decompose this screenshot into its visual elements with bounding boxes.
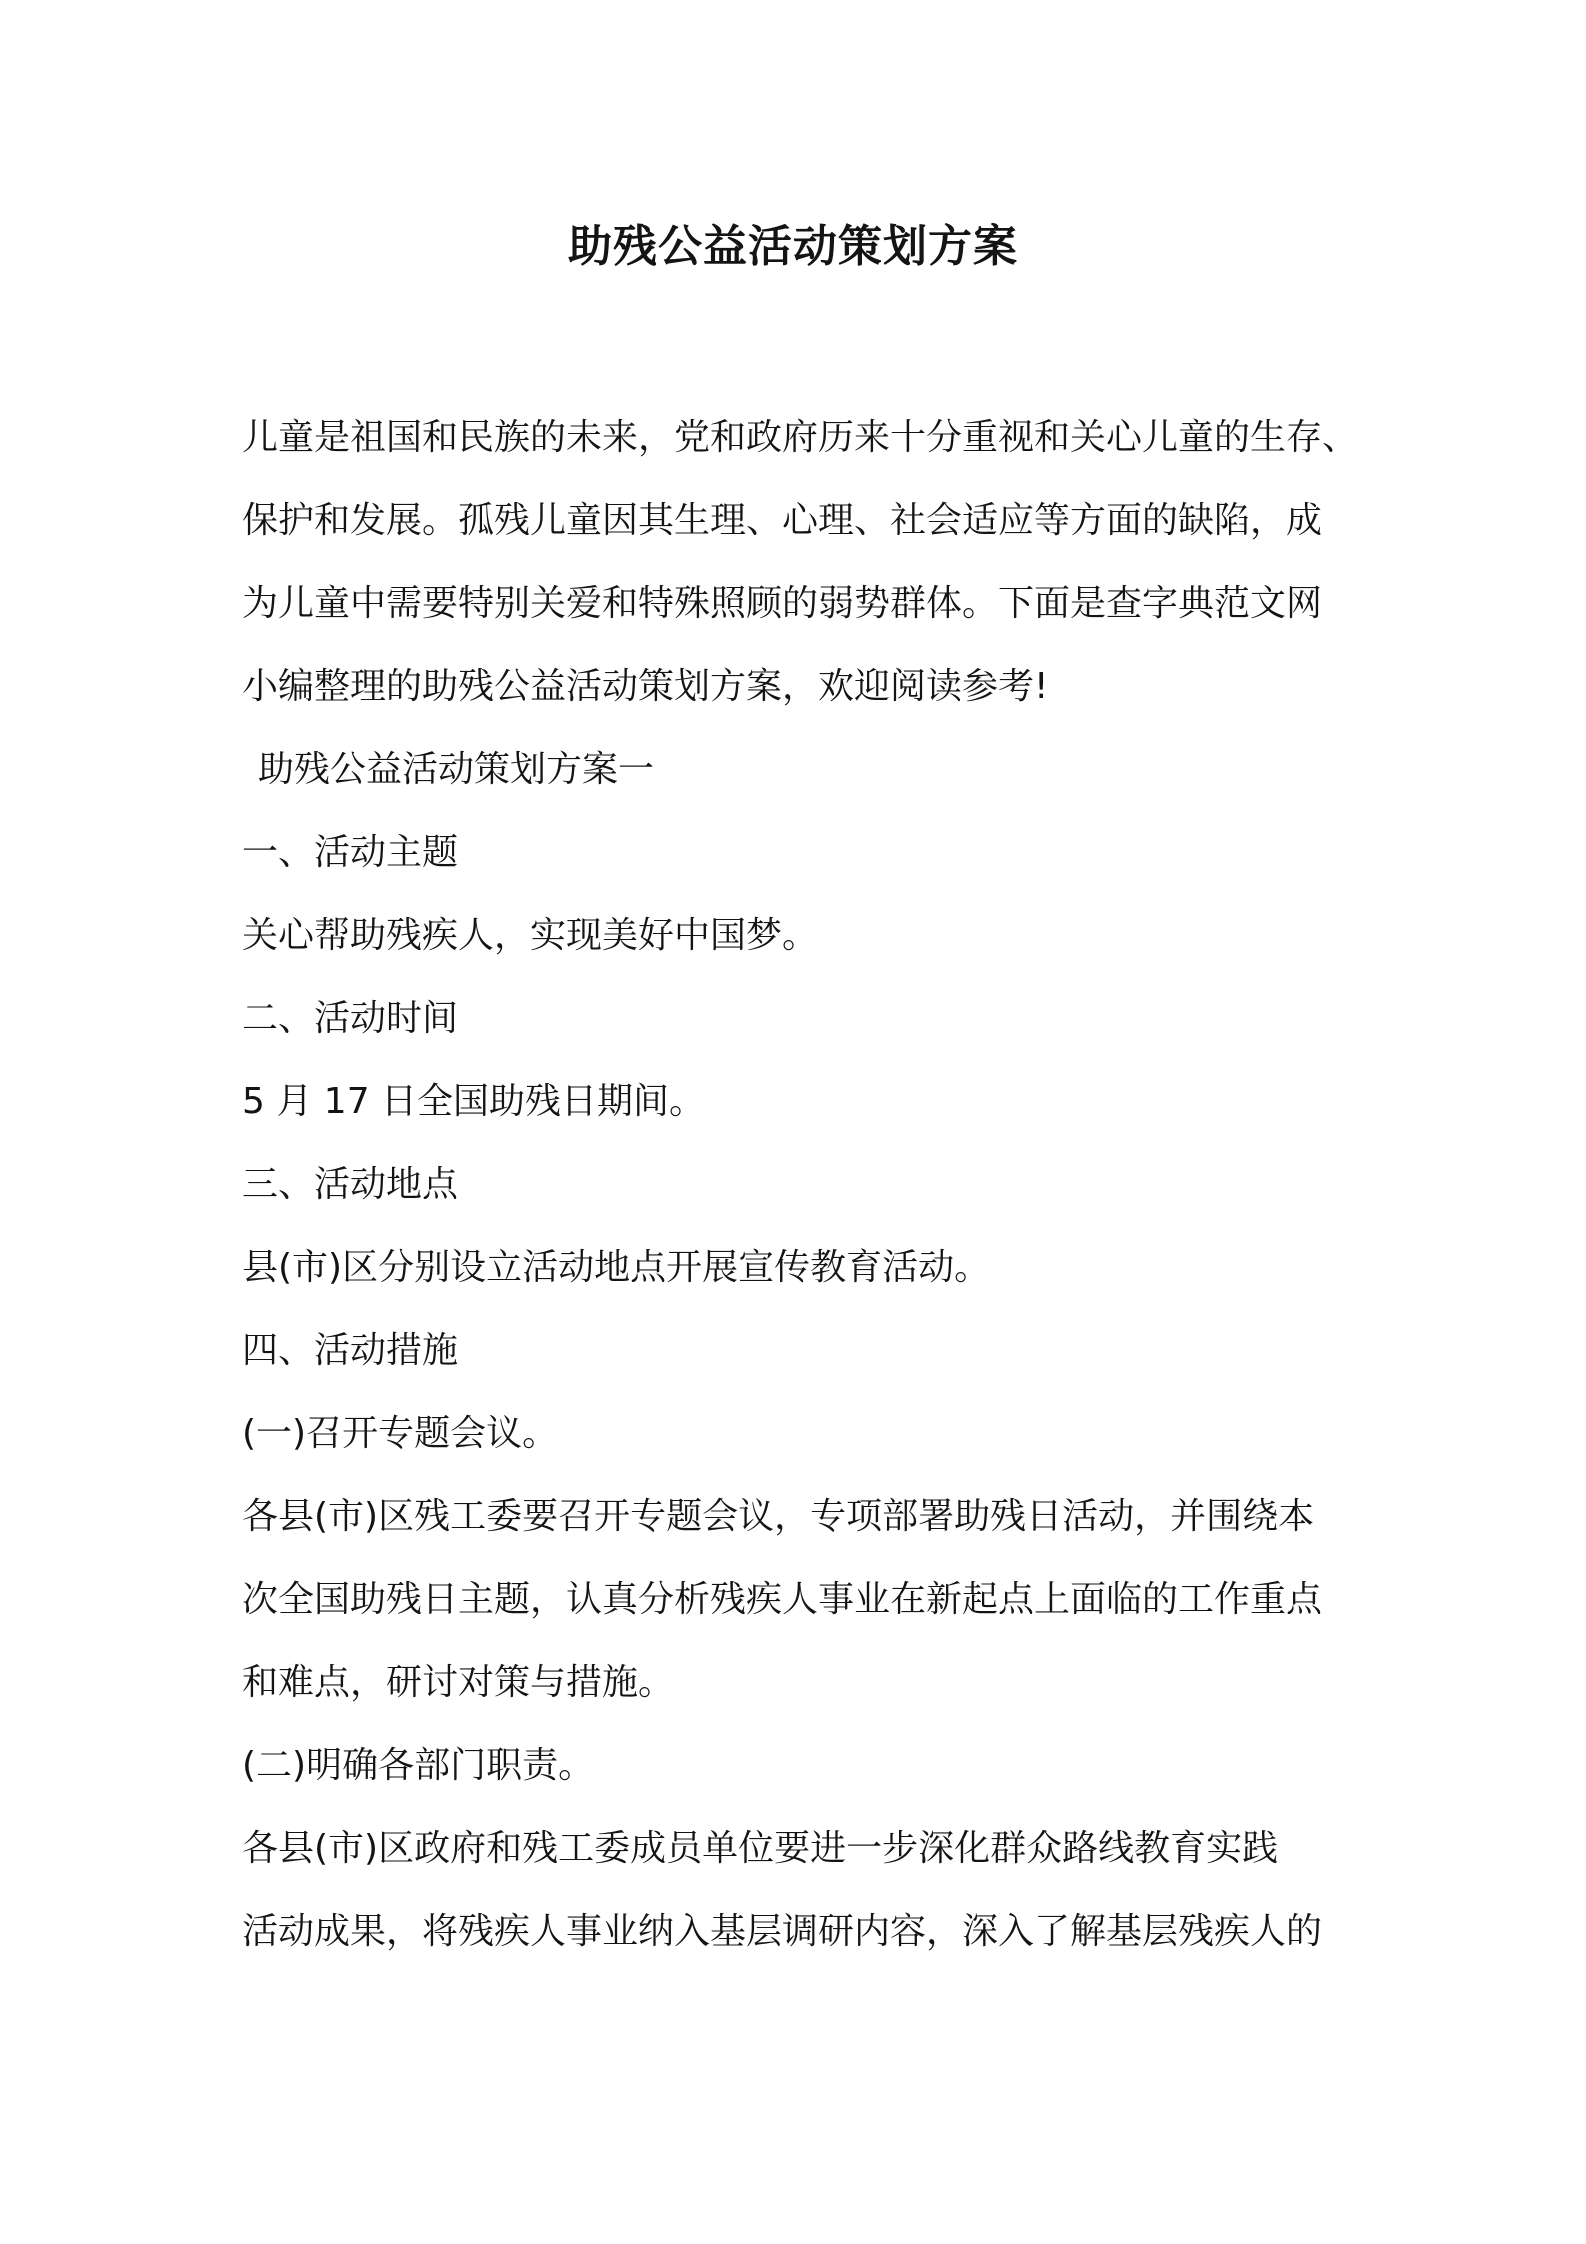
paragraph-line: 小编整理的助残公益活动策划方案，欢迎阅读参考! [242,666,1049,707]
subsection-heading: (二)明确各部门职责。 [242,1745,595,1786]
section-heading: 一、活动主题 [242,832,459,873]
paragraph-line: 关心帮助残疾人，实现美好中国梦。 [242,915,819,956]
paragraph-line: 和难点，研讨对策与措施。 [242,1662,675,1703]
section-heading: 三、活动地点 [242,1164,459,1205]
subsection-heading: (一)召开专题会议。 [242,1413,559,1454]
paragraph-line: 保护和发展。孤残儿童因其生理、心理、社会适应等方面的缺陷，成 [242,500,1323,541]
paragraph-line: 次全国助残日主题，认真分析残疾人事业在新起点上面临的工作重点 [242,1579,1323,1620]
paragraph-line: 为儿童中需要特别关爱和特殊照顾的弱势群体。下面是查字典范文网 [242,583,1323,624]
paragraph-line: 各县(市)区政府和残工委成员单位要进一步深化群众路线教育实践 [242,1828,1279,1869]
document-title: 助残公益活动策划方案 [568,221,1018,272]
paragraph-line: 儿童是祖国和民族的未来，党和政府历来十分重视和关心儿童的生存、 [242,417,1359,458]
paragraph-line: 各县(市)区残工委要召开专题会议，专项部署助残日活动，并围绕本 [242,1496,1315,1537]
paragraph-line: 5 月 17 日全国助残日期间。 [242,1081,706,1122]
section-heading: 助残公益活动策划方案一 [258,749,655,790]
section-heading: 二、活动时间 [242,998,459,1039]
paragraph-line: 活动成果，将残疾人事业纳入基层调研内容，深入了解基层残疾人的 [242,1911,1323,1952]
paragraph-line: 县(市)区分别设立活动地点开展宣传教育活动。 [242,1247,991,1288]
section-heading: 四、活动措施 [242,1330,459,1371]
